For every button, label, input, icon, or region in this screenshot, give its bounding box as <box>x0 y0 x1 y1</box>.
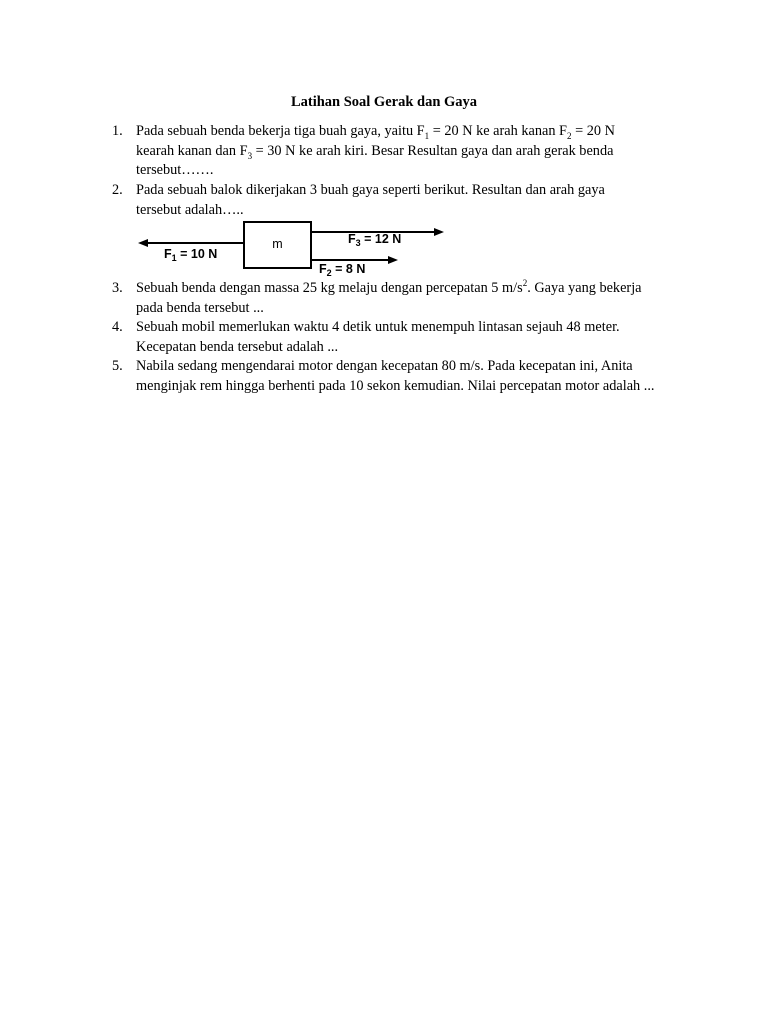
question-text <box>136 122 672 181</box>
question-line: pada benda tersebut ... <box>136 299 264 316</box>
f2-value: = 8 N <box>331 262 366 276</box>
question-line: Pada sebuah balok dikerjakan 3 buah gaya seperti berikut. Resultan dan arah gaya <box>136 182 605 198</box>
subscript: 3 <box>247 150 253 161</box>
question-number: 2. <box>112 182 123 198</box>
question-line: Kecepatan benda tersebut adalah ... <box>136 338 339 355</box>
question-line <box>136 122 672 142</box>
f1-value: = 10 N <box>176 247 218 261</box>
f3-name: F <box>348 232 356 246</box>
text-run: Pada sebuah benda bekerja tiga buah gaya, yaitu F <box>136 123 425 139</box>
superscript: 2 <box>522 278 528 289</box>
question-number: 3. <box>112 280 123 296</box>
f3-value: = 12 N <box>360 232 402 246</box>
question-line <box>136 142 672 162</box>
f1-arrowhead-icon <box>138 239 148 247</box>
f3-arrowhead-icon <box>434 228 444 236</box>
force-diagram <box>136 220 448 278</box>
question-line: menginjak rem hingga berhenti pada 10 sekon kemudian. Nilai percepatan motor adalah ... <box>136 377 655 394</box>
f3-label <box>348 232 401 248</box>
force-diagram-svg <box>136 220 448 278</box>
text-run: Sebuah benda dengan massa 25 kg melaju dengan percepatan 5 m/s <box>136 280 523 296</box>
subscript: 1 <box>424 130 430 141</box>
question-text <box>136 181 672 220</box>
text-run: = 20 N <box>571 123 615 139</box>
question-text <box>136 318 672 357</box>
f1-label <box>164 247 217 263</box>
f2-subscript: 2 <box>326 268 332 278</box>
text-run: = 30 N ke arah kiri. Besar Resultan gaya dan arah gerak benda <box>252 142 614 159</box>
f2-name: F <box>319 262 327 276</box>
question-4 <box>112 318 672 357</box>
subscript: 2 <box>567 130 572 141</box>
question-line: tersebut adalah….. <box>136 201 244 218</box>
f2-arrowhead-icon <box>388 256 398 264</box>
question-number: 4. <box>112 319 123 335</box>
question-3 <box>112 279 672 318</box>
f3-subscript: 3 <box>355 238 361 248</box>
text-run: . Gaya yang bekerja <box>527 280 642 296</box>
mass-label: m <box>272 237 283 251</box>
question-number: 5. <box>112 358 123 374</box>
question-line: tersebut……. <box>136 162 214 179</box>
question-text <box>136 357 672 396</box>
text-run: = 20 N ke arah kanan F <box>429 123 568 139</box>
question-line: Nabila sedang mengendarai motor dengan kecepatan 80 m/s. Pada kecepatan ini, Anita <box>136 358 633 374</box>
question-5 <box>112 357 672 396</box>
document-title: Latihan Soal Gerak dan Gaya <box>290 94 478 110</box>
question-line: Sebuah mobil memerlukan waktu 4 detik untuk menempuh lintasan sejauh 48 meter. <box>136 319 620 335</box>
f1-subscript: 1 <box>171 253 177 263</box>
question-1 <box>112 122 672 181</box>
text-run: kearah kanan dan F <box>136 142 248 159</box>
question-number: 1. <box>112 123 123 139</box>
question-line <box>136 279 672 299</box>
question-text <box>136 279 672 318</box>
question-2 <box>112 181 672 220</box>
f2-label <box>319 262 365 278</box>
f1-name: F <box>164 247 172 261</box>
